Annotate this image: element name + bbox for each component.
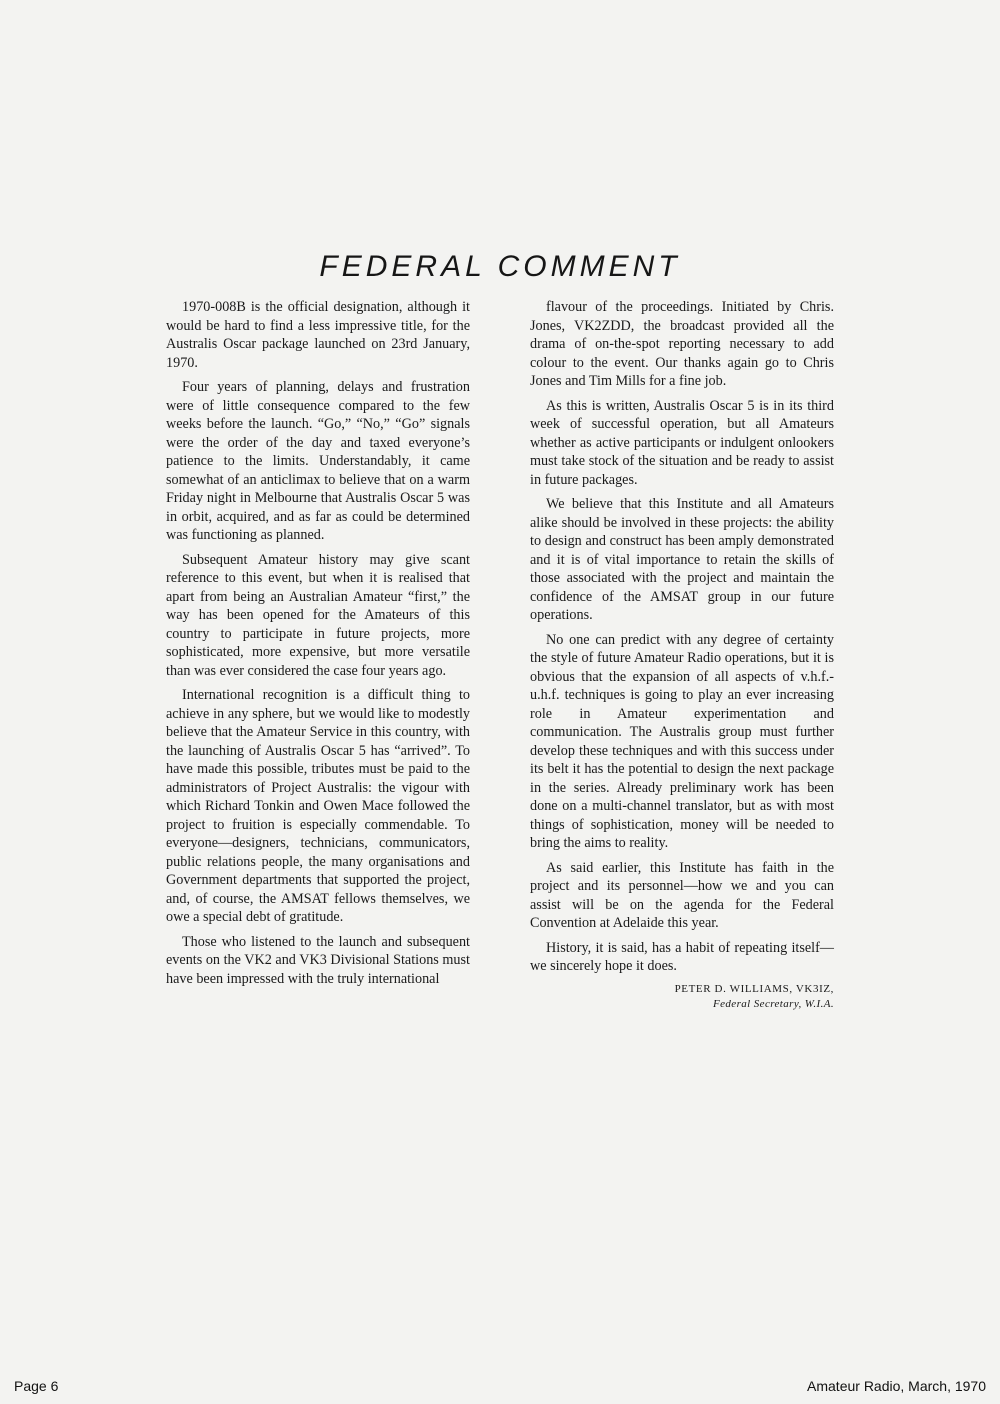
left-column — [166, 298, 470, 994]
page-number: Page 6 — [14, 1378, 59, 1394]
paragraph: History, it is said, has a habit of repeating itself—we sincerely hope it does. — [530, 939, 834, 974]
right-column — [530, 298, 834, 1012]
paragraph: Four years of planning, delays and frustration were of little consequence compared to the few weeks before the launch. “Go,” “No,” “Go” signals were the order of the day and taxed everyone’s patience to the limits. Understandably, it came somewhat of an anticlimax to believe that on a warm Friday night in Melbourne that Australis Oscar 5 was in orbit, acquired, and as far as could be determined was functioning as planned. — [166, 379, 470, 543]
publication-info: Amateur Radio, March, 1970 — [807, 1378, 986, 1394]
paragraph: flavour of the proceedings. Initiated by Chris. Jones, VK2ZDD, the broadcast provided all the drama of on-the-spot reporting necessary to add colour to the event. Our thanks again go to Chris Jones and Tim Mills for a fine job. — [530, 299, 834, 389]
paragraph: 1970-008B is the official designation, although it would be hard to find a less impressive title, for the Australis Oscar package launched on 23rd January, 1970. — [166, 299, 470, 371]
paragraph: No one can predict with any degree of certainty the style of future Amateur Radio operations, but it is obvious that the expansion of all aspects of v.h.f.-u.h.f. techniques is going to play an ever increasing role in Amateur experimentation and communication. The Australis group must further develop these techniques and with this success under its belt it has the potential to design the next package in the series. Already preliminary work has been done on a multi-channel translator, but as with most things of sophistication, money will be needed to bring the aims to reality. — [530, 631, 834, 851]
paragraph: Subsequent Amateur history may give scant reference to this event, but when it is realised that apart from being an Australian Amateur “first,” the way has been opened for the Amateurs of this country to participate in future projects, more sophisticated, more expensive, but more versatile than was ever considered the case four years ago. — [166, 551, 470, 679]
paragraph: Those who listened to the launch and subsequent events on the VK2 and VK3 Divisional Stations must have been impressed with the truly international — [166, 933, 470, 987]
signature-role: Federal Secretary, W.I.A. — [713, 997, 834, 1010]
paragraph: As this is written, Australis Oscar 5 is in its third week of successful operation, but all Amateurs whether as active participants or indulgent onlookers must take stock of the situation and be ready to assist in future packages. — [530, 397, 834, 488]
signature-name: PETER D. WILLIAMS, VK3IZ, — [674, 982, 834, 995]
paragraph: As said earlier, this Institute has faith in the project and its personnel—how we and you can assist will be on the agenda for the Federal Convention at Adelaide this year. — [530, 859, 834, 931]
paragraph: We believe that this Institute and all Amateurs alike should be involved in these projects: the ability to design and construct has been amply demonstrated and it is of vital importance to retain the skills of those associated with the project and maintain the confidence of the AMSAT group in our future operations. — [530, 496, 834, 623]
article-headline: FEDERAL COMMENT — [319, 250, 681, 283]
paragraph: International recognition is a difficult thing to achieve in any sphere, but we would like to modestly believe that the Amateur Service in this country, with the launching of Australis Oscar 5 has “arrived”. To have made this possible, tributes must be paid to the administrators of Project Australis: the vigour with which Richard Tonkin and Owen Mace followed the project to fruition is especially commendable. To everyone—designers, technicians, communicators, public relations people, the many organisations and Government departments that supported the project, and, of course, the AMSAT fellows themselves, we owe a special debt of gratitude. — [166, 687, 470, 925]
signature-block — [530, 982, 834, 1012]
